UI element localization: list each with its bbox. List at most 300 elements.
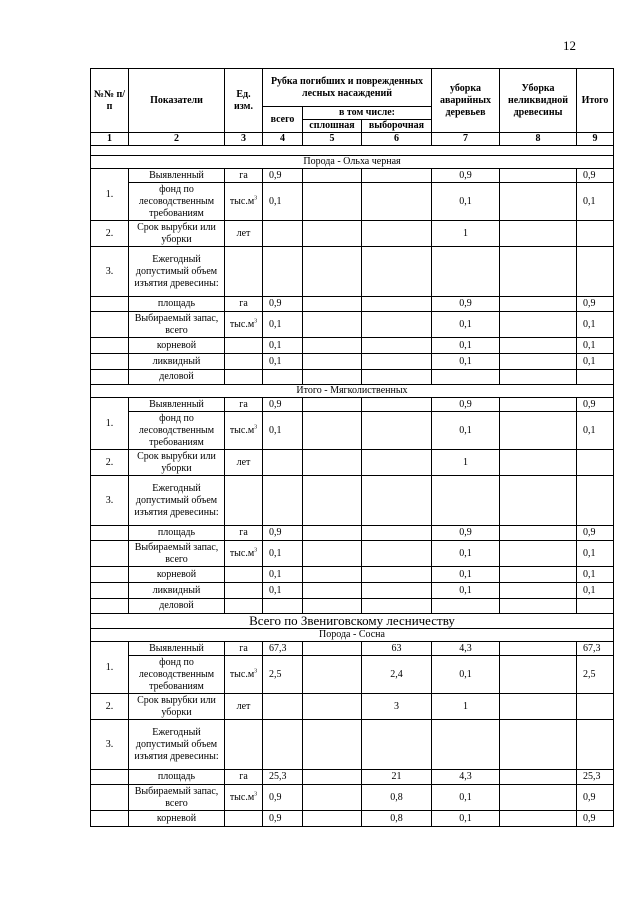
value-cell-col9: 0,9 (577, 297, 614, 312)
row-unit (225, 412, 263, 450)
value-cell-col9: 0,1 (577, 567, 614, 583)
section-title: Порода - Ольха черная (91, 156, 614, 169)
header-itogo: Итого (577, 69, 614, 133)
row-label: Выявленный (129, 642, 225, 656)
row-unit (225, 221, 263, 247)
value-cell-col5 (303, 811, 362, 827)
value-cell-col5 (303, 694, 362, 720)
table-row (91, 476, 614, 526)
value-cell-col8 (500, 541, 577, 567)
row-label: деловой (129, 370, 225, 385)
value-cell-col7: 4,3 (432, 642, 500, 656)
row-number (91, 541, 129, 567)
table-row (91, 338, 614, 354)
table-row (91, 720, 614, 770)
value-cell-col7: 0,1 (432, 183, 500, 221)
row-label: Срок вырубки или уборки (129, 694, 225, 720)
value-cell-col7: 0,9 (432, 169, 500, 183)
row-number (91, 567, 129, 583)
table-row (91, 770, 614, 785)
value-cell-col4: 0,9 (263, 785, 303, 811)
value-cell-col5 (303, 297, 362, 312)
header-row-1 (91, 69, 614, 107)
value-cell-col7: 0,1 (432, 541, 500, 567)
value-cell-col6 (362, 720, 432, 770)
value-cell-col4 (263, 221, 303, 247)
spacer-row (91, 146, 614, 156)
row-number (91, 770, 129, 785)
value-cell-col9: 0,1 (577, 354, 614, 370)
value-cell-col6 (362, 312, 432, 338)
row-label: Ежегодный допустимый объем изъятия древесины: (129, 720, 225, 770)
unit-text: га (239, 169, 248, 181)
value-cell-col8 (500, 567, 577, 583)
row-label: корневой (129, 338, 225, 354)
value-cell-col7: 4,3 (432, 770, 500, 785)
header-unit: Ед. изм. (225, 69, 263, 133)
unit-text: тыс.м (229, 791, 255, 803)
value-cell-col8 (500, 338, 577, 354)
row-label: Срок вырубки или уборки (129, 450, 225, 476)
value-cell-col8 (500, 247, 577, 297)
header-including: в том числе: (303, 107, 432, 120)
column-numbers-row (91, 133, 614, 146)
value-cell-col4 (263, 476, 303, 526)
value-cell-col6 (362, 297, 432, 312)
value-cell-col4: 0,1 (263, 567, 303, 583)
value-cell-col8 (500, 476, 577, 526)
row-unit (225, 338, 263, 354)
row-unit (225, 169, 263, 183)
row-unit (225, 770, 263, 785)
value-cell-col8 (500, 694, 577, 720)
value-cell-col4: 0,1 (263, 354, 303, 370)
row-label: Ежегодный допустимый объем изъятия древесины: (129, 247, 225, 297)
row-number (91, 354, 129, 370)
row-unit (225, 599, 263, 614)
row-unit (225, 297, 263, 312)
row-label: Срок вырубки или уборки (129, 221, 225, 247)
value-cell-col5 (303, 221, 362, 247)
value-cell-col7: 0,1 (432, 811, 500, 827)
row-number (91, 312, 129, 338)
value-cell-col5 (303, 720, 362, 770)
value-cell-col9: 67,3 (577, 642, 614, 656)
value-cell-col9: 2,5 (577, 656, 614, 694)
value-cell-col4: 0,9 (263, 297, 303, 312)
value-cell-col8 (500, 221, 577, 247)
value-cell-col9: 0,9 (577, 398, 614, 412)
value-cell-col5 (303, 398, 362, 412)
value-cell-col4 (263, 247, 303, 297)
section-subtitle-row (91, 629, 614, 642)
value-cell-col6: 0,8 (362, 811, 432, 827)
value-cell-col7: 1 (432, 450, 500, 476)
row-unit (225, 450, 263, 476)
row-label: Выбираемый запас, всего (129, 312, 225, 338)
col-number: 8 (500, 133, 577, 146)
value-cell-col6 (362, 354, 432, 370)
value-cell-col9 (577, 370, 614, 385)
value-cell-col4 (263, 599, 303, 614)
value-cell-col7: 1 (432, 694, 500, 720)
value-cell-col4: 0,1 (263, 338, 303, 354)
row-number (91, 599, 129, 614)
unit-text: га (239, 398, 248, 410)
value-cell-col6 (362, 412, 432, 450)
value-cell-col8 (500, 450, 577, 476)
value-cell-col5 (303, 169, 362, 183)
value-cell-col6 (362, 583, 432, 599)
unit-text: га (239, 771, 248, 782)
row-number (91, 811, 129, 827)
value-cell-col7 (432, 476, 500, 526)
row-unit (225, 526, 263, 541)
value-cell-col7 (432, 599, 500, 614)
table-row (91, 247, 614, 297)
row-unit (225, 183, 263, 221)
value-cell-col5 (303, 354, 362, 370)
value-cell-col9 (577, 221, 614, 247)
table-row (91, 398, 614, 412)
unit-superscript: 3 (254, 791, 258, 798)
header-illiquid: Уборка неликвидной древесины (500, 69, 577, 133)
value-cell-col5 (303, 785, 362, 811)
value-cell-col6: 0,8 (362, 785, 432, 811)
value-cell-col8 (500, 183, 577, 221)
section-title: Итого - Мягколиственных (91, 385, 614, 398)
row-unit (225, 811, 263, 827)
row-label: фонд по лесоводственным требованиям (129, 412, 225, 450)
value-cell-col9: 25,3 (577, 770, 614, 785)
value-cell-col4: 0,1 (263, 183, 303, 221)
value-cell-col8 (500, 526, 577, 541)
row-label: площадь (129, 526, 225, 541)
table-row (91, 541, 614, 567)
value-cell-col5 (303, 599, 362, 614)
unit-text: лет (236, 227, 251, 239)
row-label: деловой (129, 599, 225, 614)
value-cell-col7: 0,1 (432, 656, 500, 694)
unit-text: тыс.м (229, 424, 255, 436)
value-cell-col4: 0,1 (263, 312, 303, 338)
unit-text: тыс.м (229, 318, 255, 330)
value-cell-col6 (362, 526, 432, 541)
row-number: 3. (91, 476, 129, 526)
value-cell-col4: 0,1 (263, 583, 303, 599)
table-row (91, 370, 614, 385)
table-row (91, 642, 614, 656)
value-cell-col7: 0,1 (432, 583, 500, 599)
value-cell-col6 (362, 169, 432, 183)
table-row (91, 583, 614, 599)
value-cell-col6 (362, 450, 432, 476)
value-cell-col4: 0,9 (263, 169, 303, 183)
value-cell-col9: 0,1 (577, 183, 614, 221)
value-cell-col5 (303, 770, 362, 785)
table-row (91, 221, 614, 247)
row-number: 1. (91, 398, 129, 450)
row-unit (225, 656, 263, 694)
value-cell-col9: 0,9 (577, 169, 614, 183)
value-cell-col7: 0,1 (432, 338, 500, 354)
unit-text: га (239, 298, 248, 309)
page-number: 12 (563, 38, 576, 53)
row-number: 2. (91, 450, 129, 476)
value-cell-col7: 0,9 (432, 398, 500, 412)
value-cell-col7: 0,9 (432, 526, 500, 541)
table-row (91, 811, 614, 827)
unit-text: лет (236, 700, 251, 712)
value-cell-col4: 0,1 (263, 412, 303, 450)
value-cell-col7: 0,1 (432, 354, 500, 370)
value-cell-col8 (500, 370, 577, 385)
row-label: корневой (129, 567, 225, 583)
table-row (91, 526, 614, 541)
table-row (91, 656, 614, 694)
row-number: 3. (91, 720, 129, 770)
section-title-row (91, 614, 614, 629)
value-cell-col7 (432, 370, 500, 385)
table-row (91, 183, 614, 221)
value-cell-col6 (362, 476, 432, 526)
header-selective: выборочная (362, 120, 432, 133)
value-cell-col8 (500, 770, 577, 785)
table-row (91, 297, 614, 312)
row-label: Выявленный (129, 169, 225, 183)
unit-superscript: 3 (254, 547, 258, 554)
value-cell-col5 (303, 247, 362, 297)
row-number: 1. (91, 169, 129, 221)
table-row (91, 450, 614, 476)
value-cell-col8 (500, 169, 577, 183)
value-cell-col4 (263, 720, 303, 770)
value-cell-col9: 0,9 (577, 811, 614, 827)
value-cell-col9 (577, 247, 614, 297)
section-title-row (91, 385, 614, 398)
header-emergency: уборка аварийных деревьев (432, 69, 500, 133)
value-cell-col8 (500, 297, 577, 312)
header-clear: сплошная (303, 120, 362, 133)
table-row (91, 694, 614, 720)
row-number (91, 785, 129, 811)
section-subtitle: Порода - Сосна (91, 629, 614, 642)
unit-superscript: 3 (254, 424, 258, 431)
value-cell-col6 (362, 541, 432, 567)
value-cell-col7: 0,1 (432, 785, 500, 811)
value-cell-col8 (500, 412, 577, 450)
unit-text: га (239, 527, 248, 538)
value-cell-col4: 0,1 (263, 541, 303, 567)
row-number: 2. (91, 221, 129, 247)
row-unit (225, 312, 263, 338)
value-cell-col8 (500, 312, 577, 338)
value-cell-col6 (362, 247, 432, 297)
value-cell-col9 (577, 599, 614, 614)
value-cell-col7: 0,1 (432, 412, 500, 450)
value-cell-col8 (500, 398, 577, 412)
header-cutting: Рубка погибших и поврежденных лесных насаждений (263, 69, 432, 107)
row-unit (225, 541, 263, 567)
col-number: 7 (432, 133, 500, 146)
row-label: фонд по лесоводственным требованиям (129, 656, 225, 694)
value-cell-col9 (577, 720, 614, 770)
value-cell-col7: 0,1 (432, 567, 500, 583)
table-row (91, 354, 614, 370)
row-label: площадь (129, 770, 225, 785)
value-cell-col5 (303, 656, 362, 694)
value-cell-col5 (303, 642, 362, 656)
table-row (91, 412, 614, 450)
value-cell-col5 (303, 183, 362, 221)
col-number: 4 (263, 133, 303, 146)
value-cell-col8 (500, 811, 577, 827)
col-number: 2 (129, 133, 225, 146)
value-cell-col7: 0,9 (432, 297, 500, 312)
value-cell-col6 (362, 338, 432, 354)
value-cell-col5 (303, 312, 362, 338)
value-cell-col4: 0,9 (263, 811, 303, 827)
row-label: корневой (129, 811, 225, 827)
value-cell-col9 (577, 694, 614, 720)
unit-superscript: 3 (254, 668, 258, 675)
row-unit (225, 476, 263, 526)
row-label: Ежегодный допустимый объем изъятия древесины: (129, 476, 225, 526)
row-unit (225, 642, 263, 656)
row-unit (225, 370, 263, 385)
row-number (91, 370, 129, 385)
table-row (91, 599, 614, 614)
row-label: площадь (129, 297, 225, 312)
col-number: 6 (362, 133, 432, 146)
unit-superscript: 3 (254, 318, 258, 325)
row-label: фонд по лесоводственным требованиям (129, 183, 225, 221)
value-cell-col8 (500, 720, 577, 770)
value-cell-col8 (500, 785, 577, 811)
row-unit (225, 720, 263, 770)
value-cell-col4: 25,3 (263, 770, 303, 785)
value-cell-col6 (362, 183, 432, 221)
row-label: Выявленный (129, 398, 225, 412)
row-unit (225, 583, 263, 599)
value-cell-col5 (303, 412, 362, 450)
section-title-row (91, 156, 614, 169)
unit-text: га (239, 642, 248, 654)
header-total: всего (263, 107, 303, 133)
value-cell-col9 (577, 476, 614, 526)
value-cell-col9: 0,1 (577, 583, 614, 599)
table-row (91, 169, 614, 183)
spacer-cell (91, 146, 614, 156)
value-cell-col9 (577, 450, 614, 476)
value-cell-col4 (263, 694, 303, 720)
value-cell-col8 (500, 354, 577, 370)
row-number (91, 583, 129, 599)
col-number: 5 (303, 133, 362, 146)
value-cell-col8 (500, 599, 577, 614)
value-cell-col9: 0,9 (577, 526, 614, 541)
value-cell-col6 (362, 398, 432, 412)
value-cell-col5 (303, 526, 362, 541)
value-cell-col5 (303, 476, 362, 526)
unit-text: тыс.м (229, 547, 255, 559)
value-cell-col6 (362, 221, 432, 247)
value-cell-col5 (303, 370, 362, 385)
header-num: №№ п/п (91, 69, 129, 133)
row-unit (225, 398, 263, 412)
row-number (91, 526, 129, 541)
row-number: 1. (91, 642, 129, 694)
row-unit (225, 247, 263, 297)
row-label: Выбираемый запас, всего (129, 785, 225, 811)
value-cell-col4: 2,5 (263, 656, 303, 694)
table-row (91, 567, 614, 583)
table-row (91, 312, 614, 338)
value-cell-col6: 63 (362, 642, 432, 656)
value-cell-col9: 0,1 (577, 412, 614, 450)
value-cell-col5 (303, 567, 362, 583)
row-unit (225, 785, 263, 811)
row-unit (225, 694, 263, 720)
value-cell-col5 (303, 450, 362, 476)
header-indicators: Показатели (129, 69, 225, 133)
unit-superscript: 3 (254, 195, 258, 202)
value-cell-col4: 67,3 (263, 642, 303, 656)
value-cell-col9: 0,1 (577, 338, 614, 354)
col-number: 1 (91, 133, 129, 146)
value-cell-col8 (500, 583, 577, 599)
value-cell-col7 (432, 247, 500, 297)
section-title: Всего по Звениговскому лесничеству (91, 614, 614, 629)
value-cell-col5 (303, 583, 362, 599)
row-label: Выбираемый запас, всего (129, 541, 225, 567)
value-cell-col9: 0,1 (577, 541, 614, 567)
row-unit (225, 354, 263, 370)
value-cell-col4 (263, 450, 303, 476)
row-number (91, 338, 129, 354)
row-number (91, 297, 129, 312)
value-cell-col7: 0,1 (432, 312, 500, 338)
unit-text: тыс.м (229, 195, 255, 207)
unit-text: лет (236, 456, 251, 468)
value-cell-col4: 0,9 (263, 398, 303, 412)
value-cell-col9: 0,1 (577, 312, 614, 338)
value-cell-col6 (362, 567, 432, 583)
value-cell-col6: 2,4 (362, 656, 432, 694)
value-cell-col4: 0,9 (263, 526, 303, 541)
row-unit (225, 567, 263, 583)
row-number: 2. (91, 694, 129, 720)
row-number: 3. (91, 247, 129, 297)
value-cell-col8 (500, 656, 577, 694)
row-label: ликвидный (129, 354, 225, 370)
value-cell-col9: 0,9 (577, 785, 614, 811)
value-cell-col6 (362, 370, 432, 385)
col-number: 3 (225, 133, 263, 146)
value-cell-col6: 3 (362, 694, 432, 720)
value-cell-col7 (432, 720, 500, 770)
value-cell-col7: 1 (432, 221, 500, 247)
value-cell-col4 (263, 370, 303, 385)
value-cell-col8 (500, 642, 577, 656)
col-number: 9 (577, 133, 614, 146)
value-cell-col5 (303, 541, 362, 567)
value-cell-col6: 21 (362, 770, 432, 785)
value-cell-col6 (362, 599, 432, 614)
value-cell-col5 (303, 338, 362, 354)
forest-table (90, 68, 614, 827)
row-label: ликвидный (129, 583, 225, 599)
